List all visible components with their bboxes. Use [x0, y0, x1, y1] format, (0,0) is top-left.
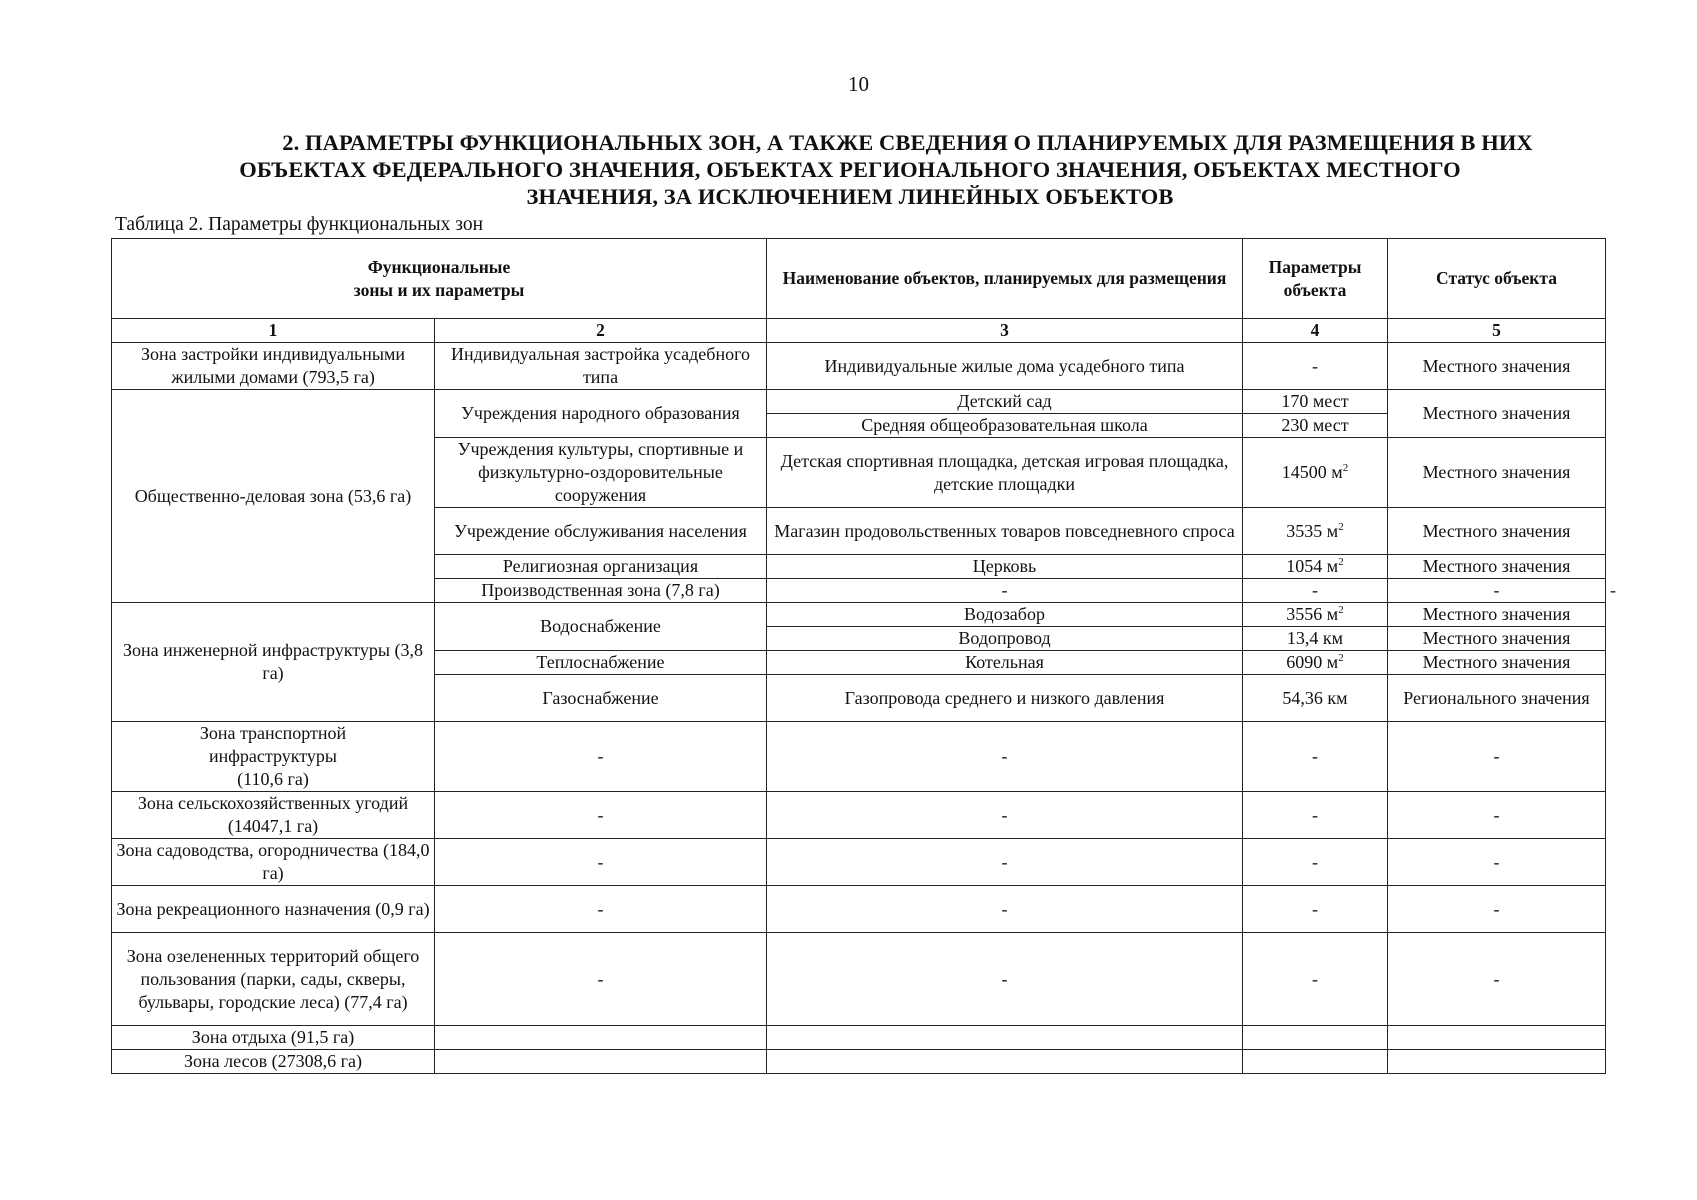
zone-line-2: инфраструктуры	[209, 746, 337, 766]
status-cell: -	[1388, 933, 1606, 1026]
param-cell	[1243, 555, 1388, 579]
object-cell: Детский сад	[767, 390, 1243, 414]
table-row: Производственная зона (7,8 га) - - - -	[112, 579, 1606, 603]
col-number-5: 5	[1388, 319, 1606, 343]
zone-cell	[112, 722, 435, 792]
param-value: 14500	[1281, 462, 1327, 482]
status-cell: -	[1388, 839, 1606, 886]
header-zones-line-2: зоны и их параметры	[353, 279, 525, 300]
object-cell: -	[1243, 579, 1388, 603]
object-cell	[767, 1026, 1243, 1050]
column-number-row	[112, 319, 1606, 343]
table-row	[112, 1050, 1606, 1074]
param-cell: -	[1243, 343, 1388, 390]
status-cell: Местного значения	[1388, 603, 1606, 627]
zone-cell: Зона рекреационного назначения (0,9 га)	[112, 886, 435, 933]
unit-label: м	[1326, 556, 1339, 576]
type-cell: -	[767, 579, 1243, 603]
object-cell: Магазин продовольственных товаров повседневного спроса	[767, 508, 1243, 555]
type-cell	[435, 1026, 767, 1050]
zone-cell: Зона садоводства, огородничества (184,0 га)	[112, 839, 435, 886]
object-cell: Водопровод	[767, 627, 1243, 651]
type-cell: -	[435, 722, 767, 792]
param-cell: -	[1243, 792, 1388, 839]
param-cell: -	[1243, 933, 1388, 1026]
table-row	[112, 390, 1606, 414]
status-cell: Местного значения	[1388, 343, 1606, 390]
type-cell: Теплоснабжение	[435, 651, 767, 675]
type-cell	[435, 1050, 767, 1074]
header-zones-line-1: Функциональные	[367, 256, 511, 277]
object-cell	[767, 1050, 1243, 1074]
param-value: 3535	[1286, 520, 1323, 541]
param-cell	[1243, 508, 1388, 555]
table-row	[112, 839, 1606, 886]
type-cell: -	[435, 886, 767, 933]
header-status: Статус объекта	[1388, 239, 1606, 319]
col-number-4: 4	[1243, 319, 1388, 343]
object-cell: Средняя общеобразовательная школа	[767, 414, 1243, 438]
zone-line-1: Зона транспортной	[199, 723, 347, 743]
functional-zones-table	[111, 238, 1616, 1074]
header-objects: Наименование объектов, планируемых для размещения	[767, 239, 1243, 319]
zone-cell: Зона инженерной инфраструктуры (3,8 га)	[112, 603, 435, 722]
col-number-2: 2	[435, 319, 767, 343]
status-cell: Местного значения	[1388, 508, 1606, 555]
param-cell	[1243, 1026, 1388, 1050]
table-row	[112, 933, 1606, 1026]
zone-cell: Производственная зона (7,8 га)	[435, 579, 767, 603]
header-params: Параметры объекта	[1243, 239, 1388, 319]
param-cell	[1243, 438, 1388, 508]
type-cell: Газоснабжение	[435, 675, 767, 722]
type-cell: Водоснабжение	[435, 603, 767, 651]
unit-exponent: 2	[1342, 462, 1349, 474]
unit-exponent: 2	[1338, 652, 1344, 664]
type-cell: Учреждение обслуживания населения	[435, 508, 767, 555]
object-cell: -	[767, 886, 1243, 933]
param-value: 1054	[1286, 556, 1323, 576]
type-cell: -	[435, 933, 767, 1026]
zone-line-3: (110,6 га)	[237, 769, 309, 789]
status-cell: Местного значения	[1388, 651, 1606, 675]
type-cell: -	[435, 839, 767, 886]
object-cell: Церковь	[767, 555, 1243, 579]
status-cell	[1388, 1026, 1606, 1050]
status-cell: -	[1388, 792, 1606, 839]
unit-label: м	[1331, 462, 1343, 482]
heading-line-3: ЗНАЧЕНИЯ, ЗА ИСКЛЮЧЕНИЕМ ЛИНЕЙНЫХ ОБЪЕКТОВ	[526, 184, 1174, 209]
object-cell: Газопровода среднего и низкого давления	[767, 675, 1243, 722]
heading-line-2: ОБЪЕКТАХ ФЕДЕРАЛЬНОГО ЗНАЧЕНИЯ, ОБЪЕКТАХ РЕГИОНАЛЬНОГО ЗНАЧЕНИЯ, ОБЪЕКТАХ МЕСТНОГО	[239, 157, 1461, 182]
table-row	[112, 722, 1606, 792]
unit-label: м	[1326, 520, 1339, 541]
table-row	[112, 603, 1606, 627]
header-zones	[112, 239, 767, 319]
table-caption: Таблица 2. Параметры функциональных зон	[115, 214, 484, 235]
col-number-1: 1	[112, 319, 435, 343]
param-cell: 230 мест	[1243, 414, 1388, 438]
zone-cell: Общественно-деловая зона (53,6 га)	[112, 390, 435, 603]
table-row	[112, 343, 1606, 390]
type-cell: Учреждения культуры, спортивные и физкультурно-оздоровительные сооружения	[435, 438, 767, 508]
zone-cell: Зона застройки индивидуальными жилыми домами (793,5 га)	[112, 343, 435, 390]
unit-label: м	[1326, 604, 1339, 624]
status-cell	[1388, 1050, 1606, 1074]
status-cell: Местного значения	[1388, 390, 1606, 438]
status-cell: -	[1388, 722, 1606, 792]
unit-label: м	[1326, 652, 1339, 672]
zone-cell: Зона озелененных территорий общего пользования (парки, сады, скверы, бульвары, городские леса) (77,4 га)	[112, 933, 435, 1026]
object-cell: Детская спортивная площадка, детская игровая площадка, детские площадки	[767, 438, 1243, 508]
unit-exponent: 2	[1338, 556, 1344, 568]
heading-line-1: 2. ПАРАМЕТРЫ ФУНКЦИОНАЛЬНЫХ ЗОН, А ТАКЖЕ СВЕДЕНИЯ О ПЛАНИРУЕМЫХ ДЛЯ РАЗМЕЩЕНИЯ В НИХ	[282, 130, 1533, 155]
table-row	[112, 1026, 1606, 1050]
status-cell: -	[1388, 886, 1606, 933]
type-cell: Учреждения народного образования	[435, 390, 767, 438]
unit-exponent: 2	[1338, 520, 1344, 533]
param-cell	[1243, 1050, 1388, 1074]
table-header-row	[112, 239, 1606, 319]
object-cell: -	[767, 792, 1243, 839]
type-cell: Индивидуальная застройка усадебного типа	[435, 343, 767, 390]
param-cell	[1243, 603, 1388, 627]
col-number-3: 3	[767, 319, 1243, 343]
table-row	[112, 792, 1606, 839]
param-cell: -	[1243, 886, 1388, 933]
object-cell: Котельная	[767, 651, 1243, 675]
param-cell	[1243, 651, 1388, 675]
param-cell: 54,36 км	[1243, 675, 1388, 722]
status-cell: Местного значения	[1388, 555, 1606, 579]
param-cell: -	[1243, 722, 1388, 792]
object-cell: -	[767, 722, 1243, 792]
section-heading	[150, 129, 1550, 210]
param-value: 6090	[1286, 652, 1323, 672]
status-cell: Местного значения	[1388, 627, 1606, 651]
param-cell: -	[1388, 579, 1606, 603]
status-cell: Местного значения	[1388, 438, 1606, 508]
zone-cell: Зона сельскохозяйственных угодий (14047,1 га)	[112, 792, 435, 839]
zone-cell: Зона отдыха (91,5 га)	[112, 1026, 435, 1050]
param-cell: 13,4 км	[1243, 627, 1388, 651]
table-row	[112, 886, 1606, 933]
object-cell: -	[767, 933, 1243, 1026]
object-cell: Индивидуальные жилые дома усадебного типа	[767, 343, 1243, 390]
object-cell: -	[767, 839, 1243, 886]
object-cell: Водозабор	[767, 603, 1243, 627]
page-number: 10	[848, 72, 869, 96]
unit-exponent: 2	[1338, 604, 1344, 616]
status-cell: Регионального значения	[1388, 675, 1606, 722]
type-cell: -	[435, 792, 767, 839]
param-value: 3556	[1286, 604, 1323, 624]
type-cell: Религиозная организация	[435, 555, 767, 579]
param-cell: -	[1243, 839, 1388, 886]
zone-cell: Зона лесов (27308,6 га)	[112, 1050, 435, 1074]
param-cell: 170 мест	[1243, 390, 1388, 414]
